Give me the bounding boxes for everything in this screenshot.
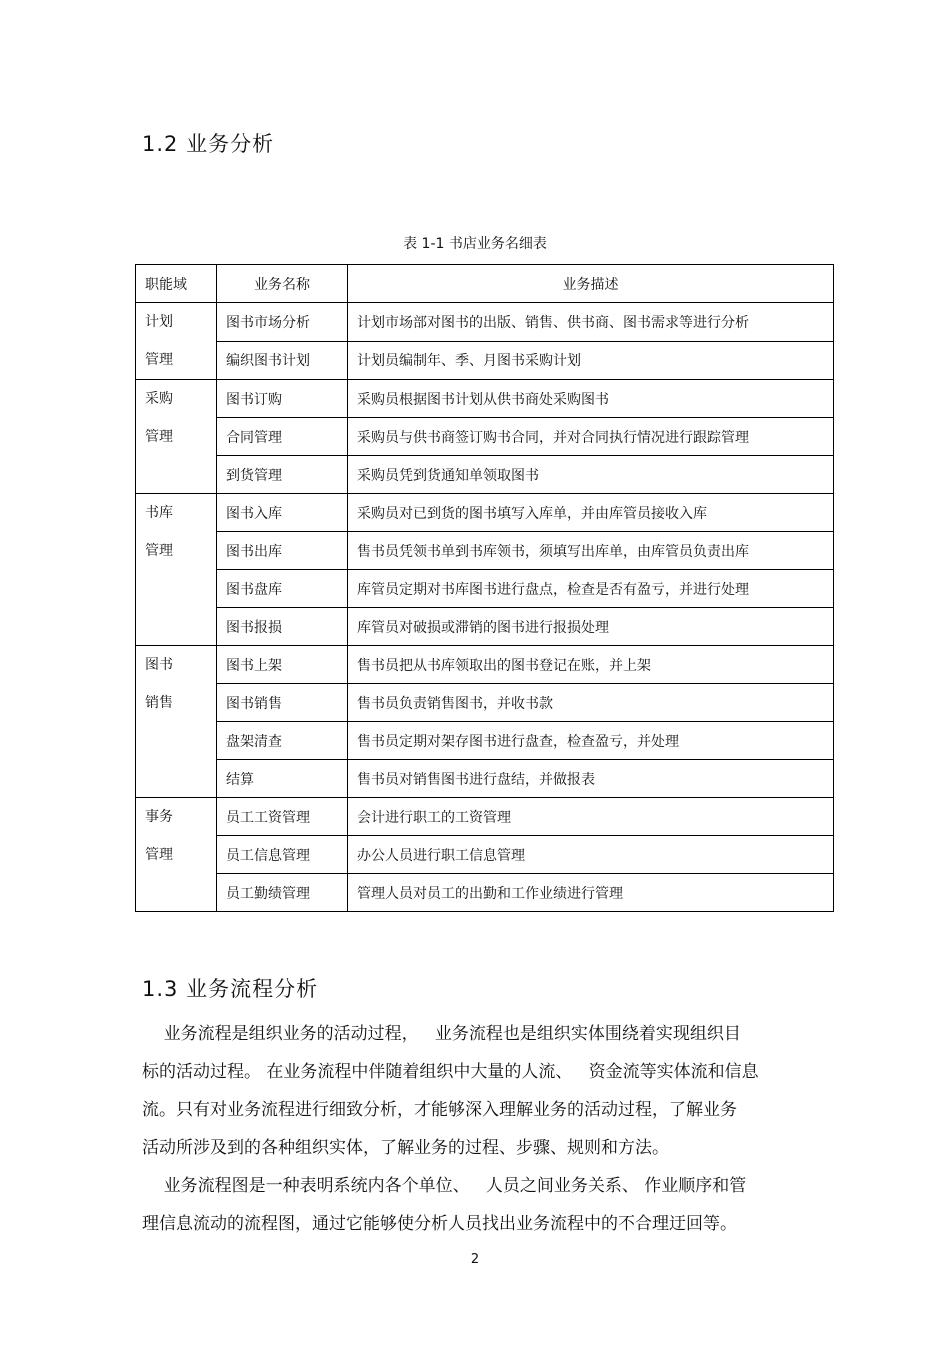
paragraph-line: 业务流程是组织业务的活动过程， 业务流程也是组织实体围绕着实现组织目 bbox=[142, 1024, 741, 1044]
table-row bbox=[136, 608, 834, 646]
business-name-cell: 图书销售 bbox=[217, 684, 348, 722]
business-desc-cell: 库管员定期对书库图书进行盘点，检查是否有盈亏，并进行处理 bbox=[348, 570, 834, 608]
table-header-row bbox=[136, 265, 834, 303]
table-row bbox=[136, 836, 834, 874]
business-name-cell: 图书上架 bbox=[217, 646, 348, 684]
domain-cell bbox=[136, 646, 217, 798]
business-desc-cell: 办公人员进行职工信息管理 bbox=[348, 836, 834, 874]
business-desc-cell: 售书员凭领书单到书库领书，须填写出库单，由库管员负责出库 bbox=[348, 532, 834, 570]
table-row bbox=[136, 798, 834, 836]
business-desc-cell: 计划员编制年、季、月图书采购计划 bbox=[348, 341, 834, 380]
header-domain: 职能域 bbox=[136, 265, 217, 303]
business-desc-cell: 采购员对已到货的图书填写入库单，并由库管员接收入库 bbox=[348, 494, 834, 532]
domain-cell bbox=[136, 798, 217, 912]
business-table bbox=[135, 264, 834, 912]
business-name-cell: 图书市场分析 bbox=[217, 303, 348, 342]
business-name-cell: 结算 bbox=[217, 760, 348, 798]
paragraph-line: 活动所涉及到的各种组织实体，了解业务的过程、步骤、规则和方法。 bbox=[142, 1138, 669, 1158]
paragraph-line: 理信息流动的流程图，通过它能够使分析人员找出业务流程中的不合理迂回等。 bbox=[142, 1214, 737, 1234]
business-name-cell: 图书入库 bbox=[217, 494, 348, 532]
business-desc-cell: 库管员对破损或滞销的图书进行报损处理 bbox=[348, 608, 834, 646]
business-name-cell: 盘架清查 bbox=[217, 722, 348, 760]
domain-line: 管理 bbox=[145, 352, 173, 368]
table-row bbox=[136, 874, 834, 912]
business-name-cell: 员工信息管理 bbox=[217, 836, 348, 874]
table-body bbox=[136, 303, 834, 912]
table-row bbox=[136, 341, 834, 380]
business-desc-cell: 采购员根据图书计划从供书商处采购图书 bbox=[348, 380, 834, 418]
business-desc-cell: 采购员与供书商签订购书合同，并对合同执行情况进行跟踪管理 bbox=[348, 418, 834, 456]
section-heading-1-2: 1.2 业务分析 bbox=[142, 132, 275, 156]
business-desc-cell: 售书员对销售图书进行盘结，并做报表 bbox=[348, 760, 834, 798]
table-row bbox=[136, 570, 834, 608]
paragraph-line: 标的活动过程。 在业务流程中伴随着组织中大量的人流、 资金流等实体流和信息 bbox=[142, 1062, 759, 1082]
paragraph-line: 流。只有对业务流程进行细致分析，才能够深入理解业务的活动过程，了解业务 bbox=[142, 1100, 737, 1120]
domain-line: 管理 bbox=[145, 543, 173, 559]
table-row bbox=[136, 722, 834, 760]
table-row bbox=[136, 303, 834, 342]
paragraph-flowchart bbox=[142, 1167, 802, 1243]
business-desc-cell: 售书员负责销售图书，并收书款 bbox=[348, 684, 834, 722]
business-name-cell: 到货管理 bbox=[217, 456, 348, 494]
business-name-cell: 员工工资管理 bbox=[217, 798, 348, 836]
business-name-cell: 合同管理 bbox=[217, 418, 348, 456]
domain-line: 图书 bbox=[145, 657, 173, 673]
paragraph-line: 业务流程图是一种表明系统内各个单位、 人员之间业务关系、 作业顺序和管 bbox=[142, 1176, 747, 1196]
business-desc-cell: 售书员把从书库领取出的图书登记在账，并上架 bbox=[348, 646, 834, 684]
table-row bbox=[136, 418, 834, 456]
domain-line: 书库 bbox=[145, 505, 173, 521]
domain-line: 采购 bbox=[145, 391, 173, 407]
business-name-cell: 图书报损 bbox=[217, 608, 348, 646]
business-name-cell: 图书订购 bbox=[217, 380, 348, 418]
table-row bbox=[136, 494, 834, 532]
header-business-desc: 业务描述 bbox=[348, 265, 834, 303]
business-desc-cell: 售书员定期对架存图书进行盘查，检查盈亏，并处理 bbox=[348, 722, 834, 760]
table-row bbox=[136, 380, 834, 418]
domain-line: 管理 bbox=[145, 429, 173, 445]
business-name-cell: 图书出库 bbox=[217, 532, 348, 570]
domain-cell bbox=[136, 494, 217, 646]
business-name-cell: 编织图书计划 bbox=[217, 341, 348, 380]
header-business-name: 业务名称 bbox=[217, 265, 348, 303]
page-number: 2 bbox=[470, 1252, 480, 1267]
domain-line: 销售 bbox=[145, 695, 173, 711]
table-row bbox=[136, 456, 834, 494]
business-desc-cell: 采购员凭到货通知单领取图书 bbox=[348, 456, 834, 494]
section-heading-1-3: 1.3 业务流程分析 bbox=[142, 977, 319, 1001]
business-desc-cell: 计划市场部对图书的出版、销售、供书商、图书需求等进行分析 bbox=[348, 303, 834, 342]
domain-cell bbox=[136, 303, 217, 380]
table-row bbox=[136, 646, 834, 684]
business-name-cell: 图书盘库 bbox=[217, 570, 348, 608]
domain-cell bbox=[136, 380, 217, 494]
domain-line: 事务 bbox=[145, 809, 173, 825]
domain-line: 管理 bbox=[145, 847, 173, 863]
table-row bbox=[136, 684, 834, 722]
paragraph-business-process bbox=[142, 1015, 802, 1167]
table-row bbox=[136, 532, 834, 570]
business-desc-cell: 会计进行职工的工资管理 bbox=[348, 798, 834, 836]
domain-line: 计划 bbox=[145, 314, 173, 330]
table-row bbox=[136, 760, 834, 798]
table-caption: 表 1-1 书店业务名细表 bbox=[403, 236, 547, 252]
business-name-cell: 员工勤绩管理 bbox=[217, 874, 348, 912]
business-desc-cell: 管理人员对员工的出勤和工作业绩进行管理 bbox=[348, 874, 834, 912]
